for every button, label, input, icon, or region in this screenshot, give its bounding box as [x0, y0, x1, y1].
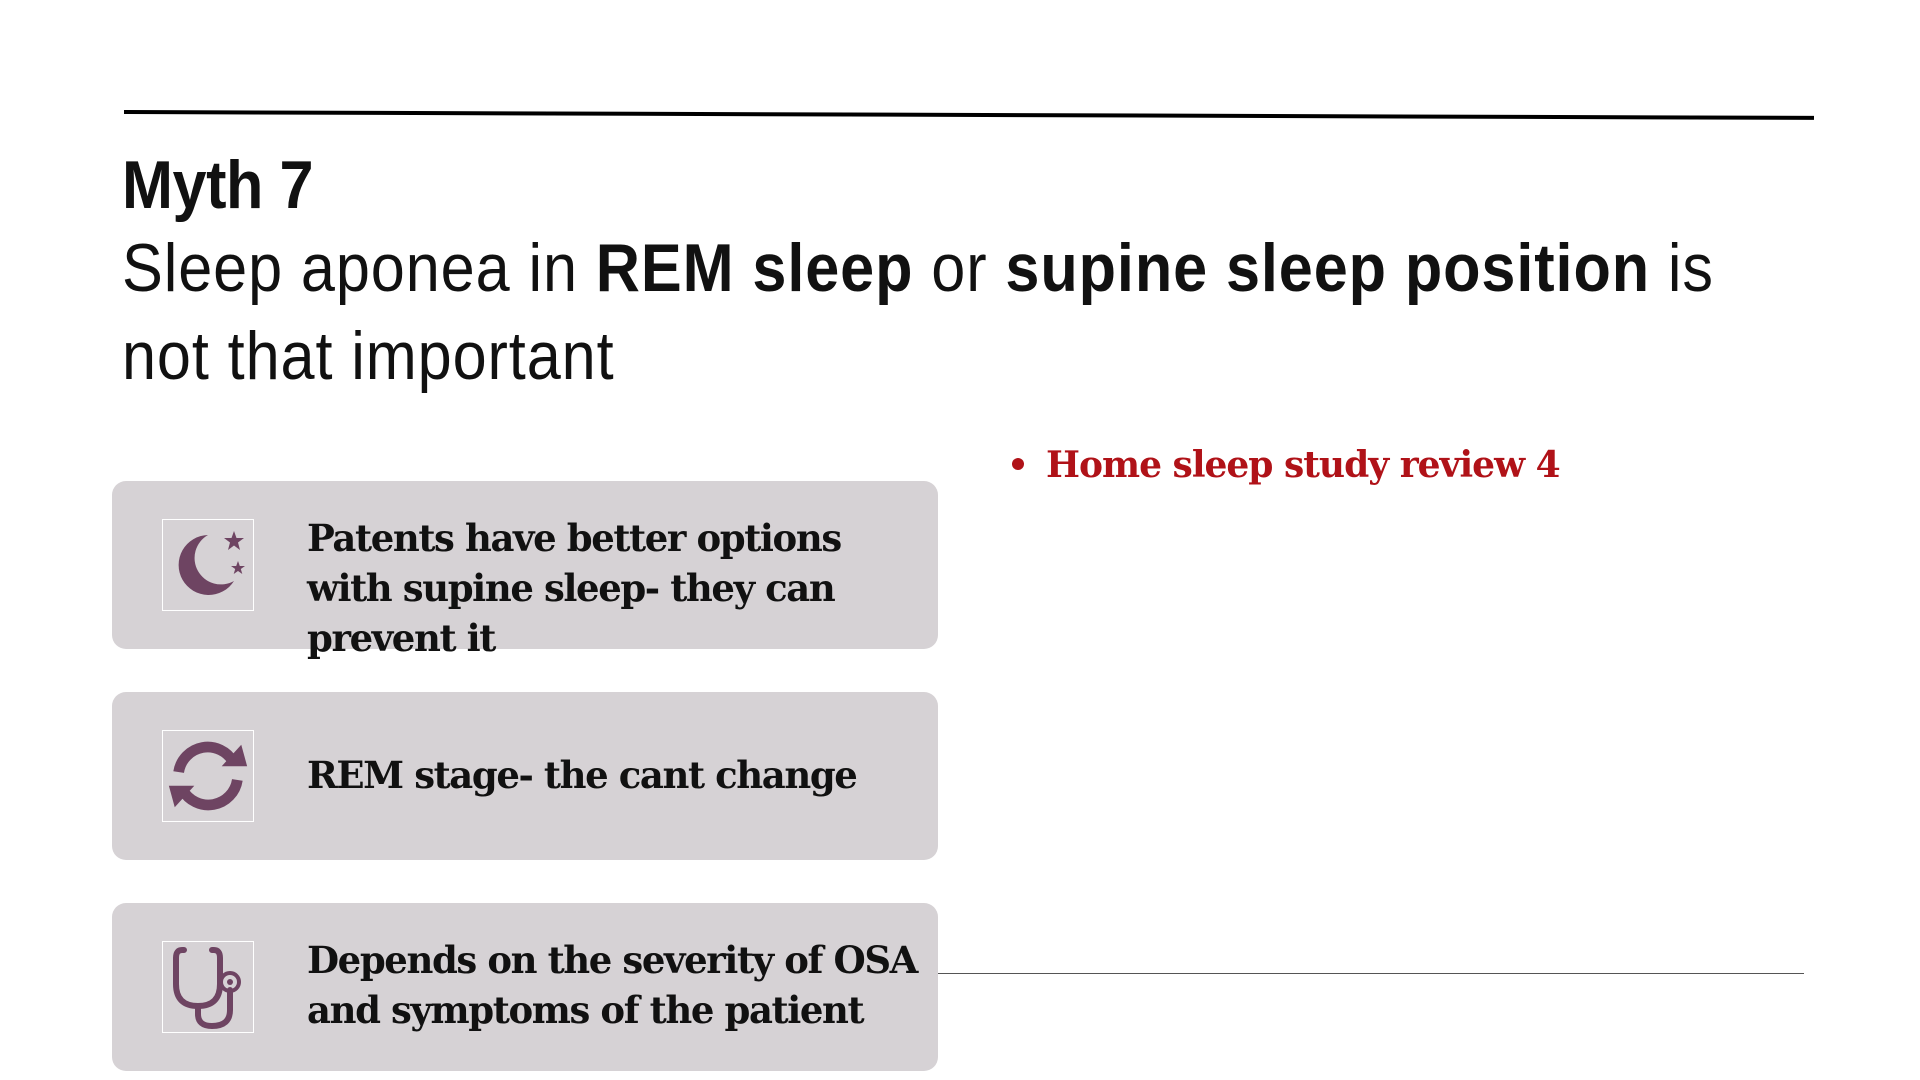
card-text: REM stage- the cant change: [307, 753, 857, 797]
subtitle-emphasis-rem: REM sleep: [595, 230, 914, 306]
card-text: Patents have better options with supine sleep- they can prevent it: [307, 516, 841, 660]
moon-stars-icon: [162, 519, 254, 611]
slide-subtitle: [122, 224, 1814, 400]
card-severity: [112, 903, 938, 1071]
subtitle-text-2: or: [913, 230, 1006, 306]
top-divider: [124, 110, 1814, 120]
card-supine: [112, 481, 938, 660]
subtitle-emphasis-supine: supine sleep position: [1005, 230, 1651, 306]
subtitle-text-1: Sleep aponea in: [122, 230, 596, 306]
bullet-item: [1012, 444, 1560, 486]
bullet-dot: [1012, 458, 1024, 470]
stethoscope-icon: [162, 941, 254, 1033]
refresh-cycle-icon: [162, 730, 254, 822]
card-rem: [112, 692, 938, 860]
slide-title: Myth 7: [122, 147, 314, 223]
bottom-divider: [938, 973, 1804, 974]
card-text: Depends on the severity of OSA and symptoms of the patient: [307, 938, 917, 1032]
subtitle-text-3: is not that important: [122, 230, 1714, 394]
bullet-text: Home sleep study review 4: [1046, 444, 1560, 486]
slide-heading: [122, 146, 1822, 400]
